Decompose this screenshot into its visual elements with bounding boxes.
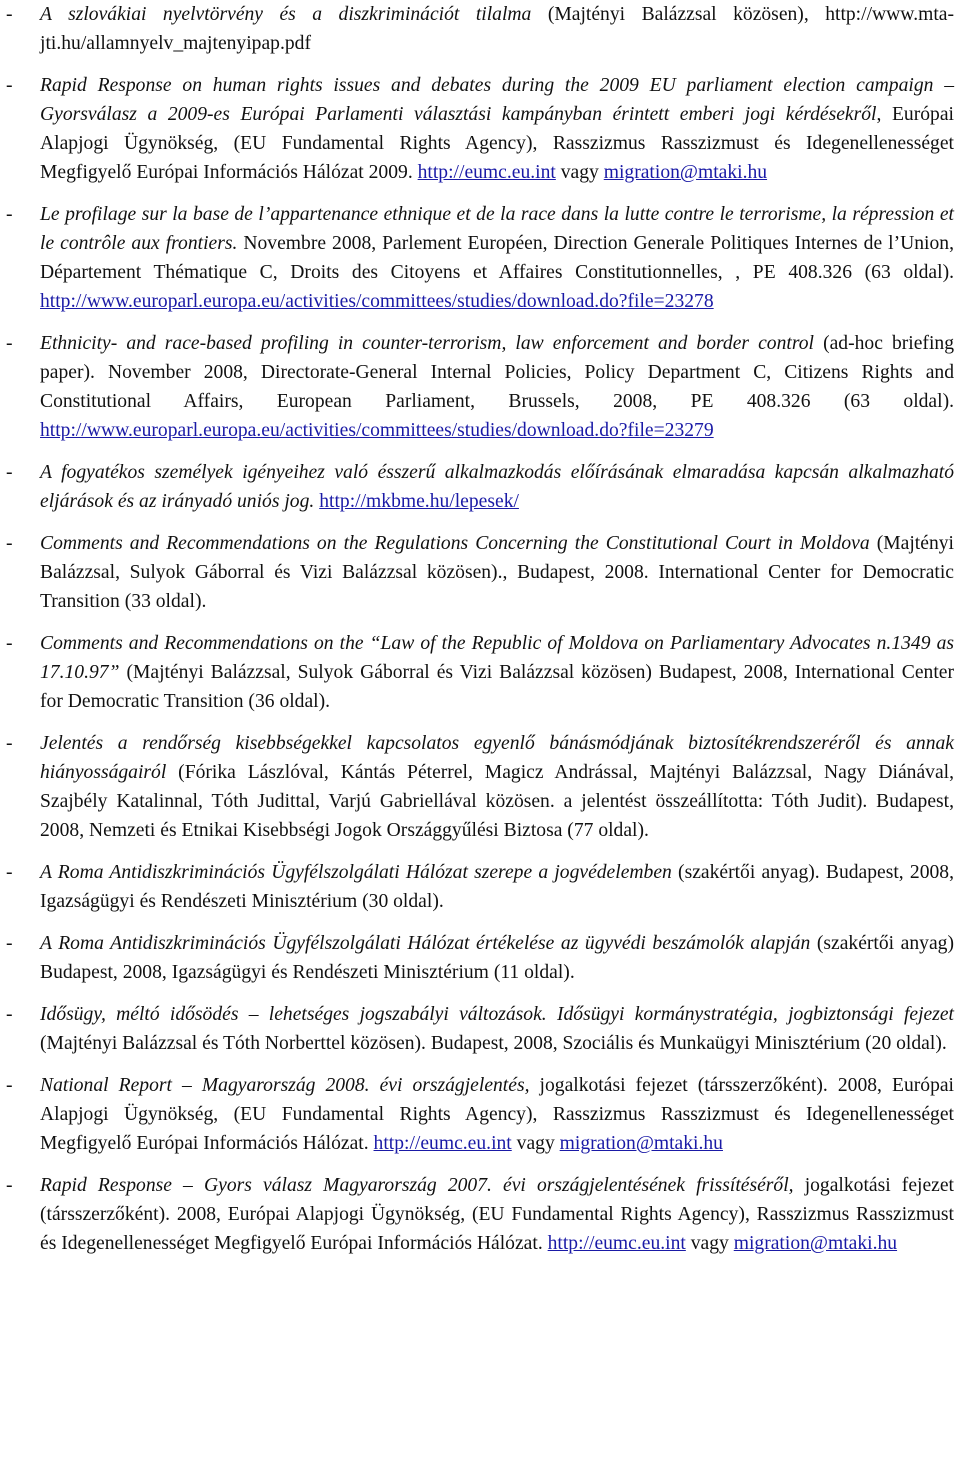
bullet-dash: - <box>6 1075 13 1096</box>
entry-email-link[interactable]: migration@mtaki.hu <box>733 1233 898 1254</box>
entry-details: (Majtényi Balázzsal, Sulyok Gáborral és Vizi Balázzsal közösen) Budapest, 2008, International Center for Democratic Transition (36 oldal). <box>40 662 954 712</box>
bullet-dash: - <box>6 533 13 554</box>
entry-title: National Report – Magyarország 2008. évi országjelentés, <box>40 1075 530 1096</box>
entry-details: (szakértői anyag) Budapest, 2008, Igazságügyi és Rendészeti Minisztérium (11 oldal). <box>40 933 954 983</box>
bullet-dash: - <box>6 204 13 225</box>
entry-connector: vagy <box>555 162 604 183</box>
entry-details: (Fórika Lászlóval, Kántás Péterrel, Magicz Andrással, Majtényi Balázzsal, Nagy Diánával, Szajbély Katalinnal, Tóth Judittal, Varjú Gabriellával közösen. a jelentést összeállította: Tóth Judit). Budapest, 2008, Nemzeti és Etnikai Kisebbségi Jogok Országgyűlési Biztosa (77 oldal). <box>40 762 954 841</box>
entry-details: (Majtényi Balázzsal közösen), http://www.mta-jti.hu/allamnyelv_majtenyipap.pdf <box>40 4 954 54</box>
entry-title: Jelentés a rendőrség kisebbségekkel kapcsolatos egyenlő bánásmódjának biztosítékrendszeréről és annak hiányosságairól <box>40 733 954 783</box>
entry-title: A fogyatékos személyek igényeihez való ésszerű alkalmazkodás előírásának elmaradása kapcsán alkalmazható eljárások és az irányadó uniós jog. <box>40 462 954 512</box>
bullet-dash: - <box>6 1004 13 1025</box>
reference-entry-5 <box>6 458 954 516</box>
entry-title: Comments and Recommendations on the Regulations Concerning the Constitutional Court in Moldova <box>40 533 870 554</box>
bullet-dash: - <box>6 75 13 96</box>
reference-entry-9 <box>6 858 954 916</box>
reference-entry-10 <box>6 929 954 987</box>
entry-link[interactable]: http://eumc.eu.int <box>417 162 556 183</box>
entry-title: Rapid Response – Gyors válasz Magyarország 2007. évi országjelentésének frissítéséről, <box>40 1175 794 1196</box>
bullet-dash: - <box>6 633 13 654</box>
entry-details: , Európai Alapjogi Ügynökség, (EU Fundamental Rights Agency), Rasszizmus Rasszizmust és Idegenellenességet Megfigyelő Európai Információs Hálózat 2009. <box>40 104 954 183</box>
entry-details: (Majtényi Balázzsal és Tóth Norberttel közösen). Budapest, 2008, Szociális és Munkaügyi Minisztérium (20 oldal). <box>40 1033 947 1054</box>
entry-title: Ethnicity- and race-based profiling in counter-terrorism, law enforcement and border control <box>40 333 814 354</box>
entry-details: (szakértői anyag). Budapest, 2008, Igazságügyi és Rendészeti Minisztérium (30 oldal). <box>40 862 954 912</box>
reference-entry-3 <box>6 200 954 316</box>
bullet-dash: - <box>6 1175 13 1196</box>
bullet-dash: - <box>6 462 13 483</box>
bullet-dash: - <box>6 333 13 354</box>
entry-details: jogalkotási fejezet (társszerzőként). 2008, Európai Alapjogi Ügynökség, (EU Fundamental Rights Agency), Rasszizmus Rasszizmust és Idegenellenességet Megfigyelő Európai Információs Hálózat. <box>40 1075 955 1154</box>
bullet-dash: - <box>6 862 13 883</box>
entry-link[interactable]: http://www.europarl.europa.eu/activities/committees/studies/download.do?file=23279 <box>40 420 714 441</box>
entry-title: Comments and Recommendations on the “Law of the Republic of Moldova on Parliamentary Advocates n.1349 as 17.10.97” <box>40 633 954 683</box>
reference-entry-8 <box>6 729 954 845</box>
entry-title: Le profilage sur la base de l’appartenance ethnique et de la race dans la lutte contre le terrorisme, la répression et le contrôle aux frontiers. <box>40 204 954 254</box>
entry-connector: vagy <box>511 1133 560 1154</box>
entry-details: jogalkotási fejezet (társszerzőként). 2008, Európai Alapjogi Ügynökség, (EU Fundamental Rights Agency), Rasszizmus Rasszizmust és Idegenellenességet Megfigyelő Európai Információs Hálózat. <box>40 1175 954 1254</box>
entry-connector: vagy <box>685 1233 734 1254</box>
reference-entry-13 <box>6 1171 954 1258</box>
entry-title: A Roma Antidiszkriminációs Ügyfélszolgálati Hálózat szerepe a jogvédelemben <box>40 862 672 883</box>
entry-email-link[interactable]: migration@mtaki.hu <box>603 162 768 183</box>
entry-link[interactable]: http://eumc.eu.int <box>547 1233 686 1254</box>
reference-entry-2 <box>6 71 954 187</box>
entry-title: Idősügy, méltó idősödés – lehetséges jogszabályi változások. Idősügyi kormánystratégia, jogbiztonsági fejezet <box>40 1004 954 1025</box>
entry-details: (Majtényi Balázzsal, Sulyok Gáborral és Vizi Balázzsal közösen)., Budapest, 2008. International Center for Democratic Transition (33 oldal). <box>40 533 954 612</box>
entry-title: A Roma Antidiszkriminációs Ügyfélszolgálati Hálózat értékelése az ügyvédi beszámolók alapján <box>40 933 811 954</box>
entry-title: Rapid Response on human rights issues and debates during the 2009 EU parliament election campaign – Gyorsválasz a 2009-es Európai Parlamenti választási kampányban érintett emberi jogi kérdésekről <box>40 75 954 125</box>
entry-link[interactable]: http://eumc.eu.int <box>373 1133 512 1154</box>
entry-title: A szlovákiai nyelvtörvény és a diszkriminációt tilalma <box>40 4 532 25</box>
entry-details: (ad-hoc briefing paper). November 2008, Directorate-General Internal Policies, Policy Department C, Citizens Rights and Constitutional Affairs, European Parliament, Brussels, 2008, PE 408.326 (63 oldal). <box>40 333 954 412</box>
bullet-dash: - <box>6 4 13 25</box>
bullet-dash: - <box>6 933 13 954</box>
reference-entry-7 <box>6 629 954 716</box>
reference-entry-11 <box>6 1000 954 1058</box>
reference-entry-12 <box>6 1071 954 1158</box>
entry-link[interactable]: http://mkbme.hu/lepesek/ <box>319 491 519 512</box>
entry-email-link[interactable]: migration@mtaki.hu <box>559 1133 723 1154</box>
reference-entry-4 <box>6 329 954 445</box>
entry-details: Novembre 2008, Parlement Européen, Direction Generale Politiques Internes de l’Union, Département Thématique C, Droits des Citoyens et Affaires Constitutionnelles, , PE 408.326 (63 oldal). <box>40 233 954 283</box>
reference-entry-1 <box>6 0 954 58</box>
bullet-dash: - <box>6 733 13 754</box>
entry-link[interactable]: http://www.europarl.europa.eu/activities/committees/studies/download.do?file=23278 <box>40 291 714 312</box>
reference-entry-6 <box>6 529 954 616</box>
